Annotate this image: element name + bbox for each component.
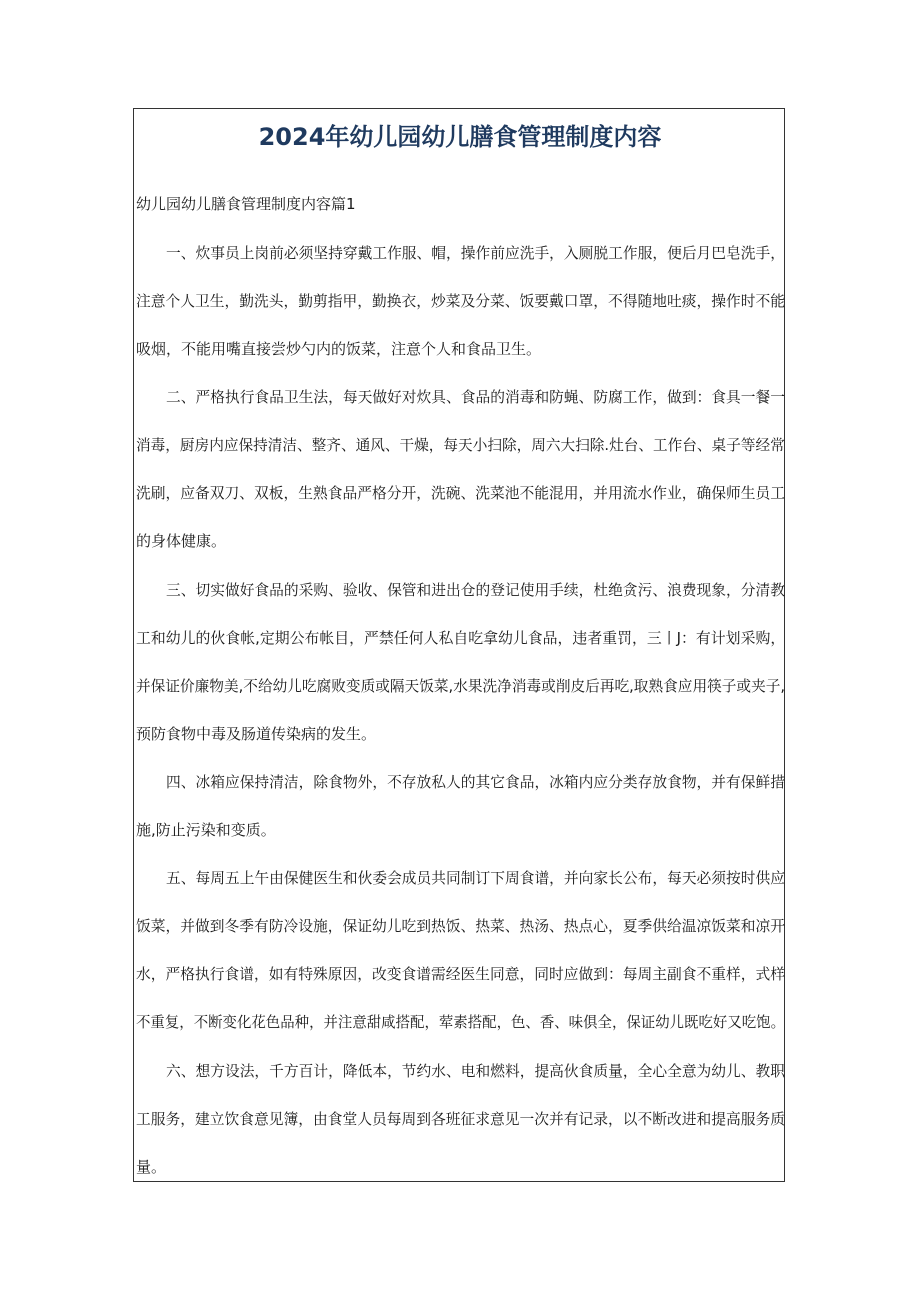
paragraph-line: 四、冰箱应保持清洁，除食物外，不存放私人的其它食品，冰箱内应分类存放食物，并有保鲜措 — [166, 773, 785, 791]
paragraph-line: 工服务，建立饮食意见簿，由食堂人员每周到各班征求意见一次并有记录，以不断改进和提高服务质 — [136, 1110, 785, 1128]
paragraph-line: 预防食物中毒及肠道传染病的发生。 — [136, 725, 377, 743]
section-subtitle: 幼儿园幼儿膳食管理制度内容篇1 — [136, 195, 356, 213]
paragraph-line: 饭菜，并做到冬季有防冷设施，保证幼儿吃到热饭、热菜、热汤、热点心，夏季供给温凉饭菜和凉开 — [136, 917, 785, 935]
paragraph-line: 注意个人卫生，勤洗头，勤剪指甲，勤换衣，炒菜及分菜、饭要戴口罩，不得随地吐痰，操作时不能 — [136, 292, 785, 310]
paragraph-line: 洗刷，应备双刀、双板，生熟食品严格分开，洗碗、洗菜池不能混用，并用流水作业，确保师生员工 — [136, 484, 785, 502]
paragraph-line: 并保证价廉物美,不给幼儿吃腐败变质或隔天饭菜,水果洗净消毒或削皮后再吃,取熟食应用筷子或夹子, — [136, 677, 786, 695]
paragraph-line: 水，严格执行食谱，如有特殊原因，改变食谱需经医生同意，同时应做到：每周主副食不重样，式样 — [136, 965, 785, 983]
paragraph-line: 六、想方设法，千方百计，降低本，节约水、电和燃料，提高伙食质量，全心全意为幼儿、教职 — [166, 1062, 785, 1080]
paragraph-line: 吸烟，不能用嘴直接尝炒勺内的饭菜，注意个人和食品卫生。 — [136, 340, 542, 358]
paragraph-line: 二、严格执行食品卫生法，每天做好对炊具、食品的消毒和防蝇、防腐工作，做到：食具一餐一 — [166, 388, 785, 406]
paragraph-line: 五、每周五上午由保健医生和伙委会成员共同制订下周食谱，并向家长公布，每天必须按时供应 — [166, 869, 785, 887]
paragraph-line: 消毒，厨房内应保持清洁、整齐、通风、干燥，每天小扫除，周六大扫除.灶台、工作台、桌子等经常 — [136, 436, 785, 454]
paragraph-line: 三、切实做好食品的采购、验收、保管和进出仓的登记使用手续，杜绝贪污、浪费现象，分清教 — [166, 581, 785, 599]
paragraph-line: 量。 — [136, 1158, 167, 1176]
paragraph-line: 施,防止污染和变质。 — [136, 821, 276, 839]
paragraph-line: 的身体健康。 — [136, 532, 227, 550]
paragraph-line: 不重复，不断变化花色品种，并注意甜咸搭配，荤素搭配，色、香、味俱全，保证幼儿既吃好又吃饱。 — [136, 1013, 786, 1031]
paragraph-line: 工和幼儿的伙食帐,定期公布帐目，严禁任何人私自吃拿幼儿食品，违者重罚，三丨J：有计划采购， — [136, 629, 786, 647]
document-title: 2024年幼儿园幼儿膳食管理制度内容 — [258, 123, 662, 151]
paragraph-line: 一、炊事员上岗前必须坚持穿戴工作服、帽，操作前应洗手，入厕脱工作服，便后月巴皂洗手， — [166, 244, 785, 262]
